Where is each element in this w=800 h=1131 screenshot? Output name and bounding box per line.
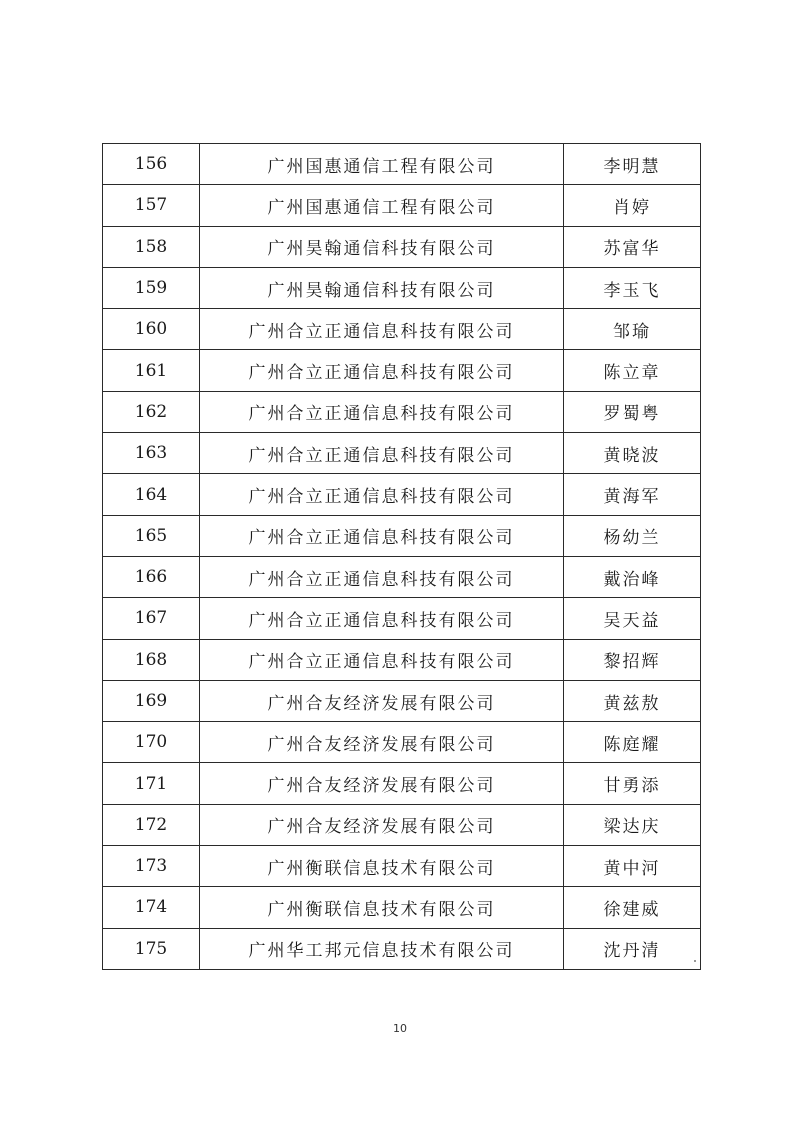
row-number-cell: 174 <box>103 887 200 928</box>
company-name-cell: 广州昊翰通信科技有限公司 <box>200 226 564 267</box>
company-name-cell: 广州国惠通信工程有限公司 <box>200 144 564 185</box>
row-number-cell: 169 <box>103 680 200 721</box>
row-number-cell: 160 <box>103 309 200 350</box>
person-name-cell: 罗蜀粤 <box>564 391 701 432</box>
person-name-cell: 黎招辉 <box>564 639 701 680</box>
table-row <box>103 928 701 969</box>
table-row <box>103 722 701 763</box>
roster-table-body <box>103 144 701 970</box>
person-name-cell: 黄兹敖 <box>564 680 701 721</box>
row-number-cell: 158 <box>103 226 200 267</box>
row-number-cell: 164 <box>103 474 200 515</box>
row-number-cell: 159 <box>103 267 200 308</box>
person-name-cell: 黄晓波 <box>564 433 701 474</box>
row-number-cell: 173 <box>103 846 200 887</box>
table-row <box>103 515 701 556</box>
roster-table <box>102 143 701 970</box>
table-row <box>103 804 701 845</box>
table-row <box>103 433 701 474</box>
person-name-cell: 沈丹清 <box>564 928 701 969</box>
row-number-cell: 175 <box>103 928 200 969</box>
table-row <box>103 185 701 226</box>
person-name-cell: 徐建威 <box>564 887 701 928</box>
company-name-cell: 广州合友经济发展有限公司 <box>200 680 564 721</box>
company-name-cell: 广州昊翰通信科技有限公司 <box>200 267 564 308</box>
person-name-cell: 黄中河 <box>564 846 701 887</box>
person-name-cell: 杨幼兰 <box>564 515 701 556</box>
table-row <box>103 309 701 350</box>
row-number-cell: 171 <box>103 763 200 804</box>
table-row <box>103 846 701 887</box>
person-name-cell: 黄海军 <box>564 474 701 515</box>
person-name-cell: 苏富华 <box>564 226 701 267</box>
company-name-cell: 广州合立正通信息科技有限公司 <box>200 350 564 391</box>
company-name-cell: 广州合友经济发展有限公司 <box>200 804 564 845</box>
person-name-cell: 梁达庆 <box>564 804 701 845</box>
company-name-cell: 广州合友经济发展有限公司 <box>200 763 564 804</box>
table-row <box>103 556 701 597</box>
company-name-cell: 广州合立正通信息科技有限公司 <box>200 391 564 432</box>
row-number-cell: 157 <box>103 185 200 226</box>
person-name-cell: 吴天益 <box>564 598 701 639</box>
company-name-cell: 广州衡联信息技术有限公司 <box>200 887 564 928</box>
row-number-cell: 162 <box>103 391 200 432</box>
person-name-cell: 戴治峰 <box>564 556 701 597</box>
row-number-cell: 167 <box>103 598 200 639</box>
row-number-cell: 168 <box>103 639 200 680</box>
table-row <box>103 887 701 928</box>
table-row <box>103 267 701 308</box>
company-name-cell: 广州合立正通信息科技有限公司 <box>200 639 564 680</box>
company-name-cell: 广州合立正通信息科技有限公司 <box>200 598 564 639</box>
person-name-cell: 甘勇添 <box>564 763 701 804</box>
row-number-cell: 163 <box>103 433 200 474</box>
company-name-cell: 广州合立正通信息科技有限公司 <box>200 515 564 556</box>
company-name-cell: 广州合友经济发展有限公司 <box>200 722 564 763</box>
person-name-cell: 陈庭耀 <box>564 722 701 763</box>
row-number-cell: 172 <box>103 804 200 845</box>
company-name-cell: 广州衡联信息技术有限公司 <box>200 846 564 887</box>
table-row <box>103 763 701 804</box>
person-name-cell: 陈立章 <box>564 350 701 391</box>
company-name-cell: 广州国惠通信工程有限公司 <box>200 185 564 226</box>
row-number-cell: 156 <box>103 144 200 185</box>
row-number-cell: 170 <box>103 722 200 763</box>
company-name-cell: 广州合立正通信息科技有限公司 <box>200 309 564 350</box>
person-name-cell: 邹瑜 <box>564 309 701 350</box>
table-row <box>103 391 701 432</box>
table-row <box>103 226 701 267</box>
person-name-cell: 肖婷 <box>564 185 701 226</box>
table-row <box>103 680 701 721</box>
row-number-cell: 165 <box>103 515 200 556</box>
row-number-cell: 166 <box>103 556 200 597</box>
table-row <box>103 639 701 680</box>
person-name-cell: 李明慧 <box>564 144 701 185</box>
scan-speck <box>694 960 696 962</box>
company-name-cell: 广州合立正通信息科技有限公司 <box>200 433 564 474</box>
company-name-cell: 广州合立正通信息科技有限公司 <box>200 556 564 597</box>
company-name-cell: 广州合立正通信息科技有限公司 <box>200 474 564 515</box>
company-name-cell: 广州华工邦元信息技术有限公司 <box>200 928 564 969</box>
page-number: 10 <box>393 1022 407 1035</box>
table-row <box>103 598 701 639</box>
table-row <box>103 350 701 391</box>
table-row <box>103 474 701 515</box>
person-name-cell: 李玉飞 <box>564 267 701 308</box>
table-row <box>103 144 701 185</box>
row-number-cell: 161 <box>103 350 200 391</box>
